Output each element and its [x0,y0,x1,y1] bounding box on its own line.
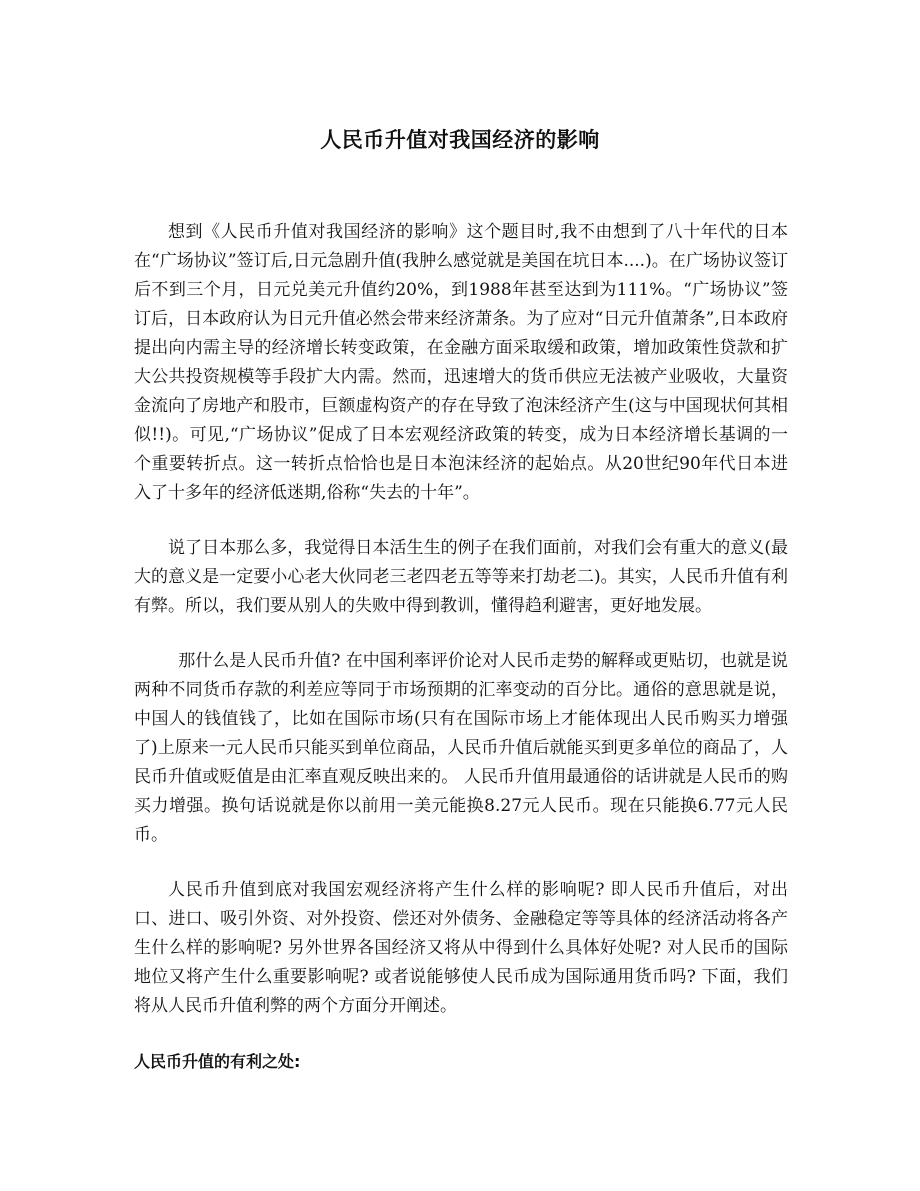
paragraph-plaza-accord: 想到《人民币升值对我国经济的影响》这个题目时,我不由想到了八十年代的日本在“广场协议”签订后,日元急剧升值(我肿么感觉就是美国在坑日本....)。在广场协议签订后不到三个月，日元兑美元升值约20%，到1988年甚至达到为111%。“广场协议”签订后，日本政府认为日元升值必然会带来经济萧条。为了应对“日元升值萧条”,日本政府提出向内需主导的经济增长转变政策，在金融方面采取缓和政策，增加政策性贷款和扩大公共投资规模等手段扩大内需。然而，迅速增大的货币供应无法被产业吸收，大量资金流向了房地产和股市，巨额虚构资产的存在导致了泡沫经济产生(这与中国现状何其相似!!)。可见,“广场协议”促成了日本宏观经济政策的转变，成为日本经济增长基调的一个重要转折点。这一转折点恰恰也是日本泡沫经济的起始点。从20世纪90年代日本进入了十多年的经济低迷期,俗称“失去的十年”。 [134,222,788,503]
document-body [134,218,788,1076]
paragraph-macro-impact: 人民币升值到底对我国宏观经济将产生什么样的影响呢? 即人民币升值后，对出口、进口、吸引外资、对外投资、偿还对外债务、金融稳定等等具体的经济活动将各产生什么样的影响呢? 另外世界各国经济又将从中得到什么具体好处呢? 对人民币的国际地位又将产生什么重要影响呢? 或者说能够使人民币成为国际通用货币吗? 下面，我们将从人民币升值利弊的两个方面分开阐述。 [134,880,788,1016]
paragraph-what-is-appreciation: 那什么是人民币升值? 在中国利率评价论对人民币走势的解释或更贴切，也就是说两种不同货币存款的利差应等同于市场预期的汇率变动的百分比。通俗的意思就是说，中国人的钱值钱了，比如在国际市场(只有在国际市场上才能体现出人民币购买力增强了)上原来一元人民币只能买到单位商品，人民币升值后就能买到更多单位的商品了，人民币升值或贬值是由汇率直观反映出来的。 人民币升值用最通俗的话讲就是人民币的购买力增强。换句话说就是你以前用一美元能换8.27元人民币。现在只能换6.77元人民币。 [134,651,788,845]
section-heading-advantages: 人民币升值的有利之处: [134,1052,301,1071]
document-title: 人民币升值对我国经济的影响 [320,128,600,152]
paragraph-japan-lesson: 说了日本那么多，我觉得日本活生生的例子在我们面前，对我们会有重大的意义(最大的意义是一定要小心老大伙同老三老四老五等等来打劫老二)。其实，人民币升值有利有弊。所以，我们要从别人的失败中得到教训，懂得趋利避害，更好地发展。 [134,538,788,616]
